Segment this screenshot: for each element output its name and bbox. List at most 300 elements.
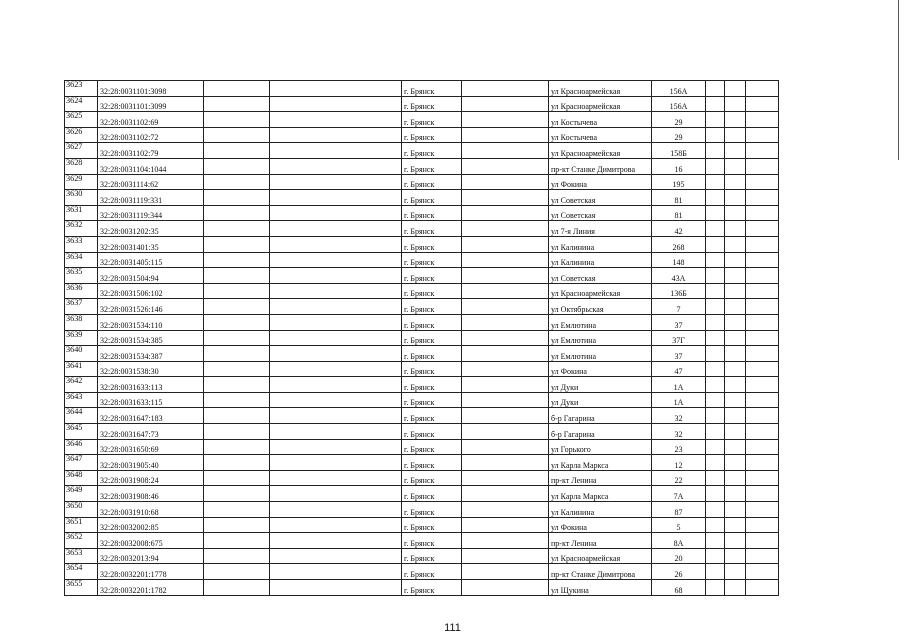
house-number: 156А: [652, 81, 706, 97]
empty-cell: [462, 330, 549, 346]
empty-cell: [706, 112, 725, 128]
cadastral-number: 32:28:0032201:1782: [98, 580, 204, 596]
table-row: [65, 158, 779, 174]
empty-cell: [746, 455, 779, 471]
empty-cell: [204, 143, 270, 159]
empty-cell: [725, 81, 746, 97]
empty-cell: [746, 533, 779, 549]
cadastral-number: 32:28:0032008:675: [98, 533, 204, 549]
street-cell: ул Фокина: [549, 517, 652, 533]
row-number: 3649: [65, 486, 98, 502]
table-row: [65, 392, 779, 408]
empty-cell: [204, 299, 270, 315]
cadastral-number: 32:28:0031647:73: [98, 424, 204, 440]
table-row: [65, 424, 779, 440]
empty-cell: [462, 127, 549, 143]
empty-cell: [204, 346, 270, 362]
city-cell: г. Брянск: [402, 408, 462, 424]
row-number: 3650: [65, 502, 98, 518]
empty-cell: [725, 486, 746, 502]
empty-cell: [270, 205, 402, 221]
empty-cell: [746, 299, 779, 315]
empty-cell: [204, 470, 270, 486]
empty-cell: [270, 502, 402, 518]
empty-cell: [462, 377, 549, 393]
row-number: 3627: [65, 143, 98, 159]
empty-cell: [725, 205, 746, 221]
house-number: 43А: [652, 268, 706, 284]
empty-cell: [706, 127, 725, 143]
empty-cell: [725, 533, 746, 549]
street-cell: ул Фокина: [549, 361, 652, 377]
city-cell: г. Брянск: [402, 81, 462, 97]
city-cell: г. Брянск: [402, 377, 462, 393]
city-cell: г. Брянск: [402, 205, 462, 221]
empty-cell: [725, 346, 746, 362]
empty-cell: [204, 112, 270, 128]
empty-cell: [462, 486, 549, 502]
empty-cell: [746, 143, 779, 159]
city-cell: г. Брянск: [402, 283, 462, 299]
street-cell: ул Емлютина: [549, 314, 652, 330]
row-number: 3631: [65, 205, 98, 221]
empty-cell: [204, 502, 270, 518]
empty-cell: [462, 455, 549, 471]
street-cell: ул Советская: [549, 268, 652, 284]
empty-cell: [462, 314, 549, 330]
empty-cell: [462, 81, 549, 97]
empty-cell: [462, 205, 549, 221]
empty-cell: [270, 96, 402, 112]
empty-cell: [746, 392, 779, 408]
empty-cell: [204, 361, 270, 377]
table-row: [65, 268, 779, 284]
house-number: 68: [652, 580, 706, 596]
scan-edge-mark: [898, 0, 905, 160]
empty-cell: [270, 299, 402, 315]
empty-cell: [725, 143, 746, 159]
empty-cell: [746, 174, 779, 190]
cadastral-number: 32:28:0032002:85: [98, 517, 204, 533]
empty-cell: [270, 143, 402, 159]
empty-cell: [270, 112, 402, 128]
city-cell: г. Брянск: [402, 112, 462, 128]
empty-cell: [270, 564, 402, 580]
city-cell: г. Брянск: [402, 548, 462, 564]
empty-cell: [204, 377, 270, 393]
empty-cell: [746, 158, 779, 174]
empty-cell: [204, 330, 270, 346]
street-cell: ул Дуки: [549, 377, 652, 393]
table-row: [65, 127, 779, 143]
street-cell: ул Красноармейская: [549, 548, 652, 564]
street-cell: ул Красноармейская: [549, 96, 652, 112]
house-number: 26: [652, 564, 706, 580]
empty-cell: [204, 190, 270, 206]
table-row: [65, 486, 779, 502]
empty-cell: [725, 424, 746, 440]
cadastral-number: 32:28:0031102:79: [98, 143, 204, 159]
empty-cell: [462, 174, 549, 190]
empty-cell: [746, 361, 779, 377]
street-cell: б-р Гагарина: [549, 408, 652, 424]
empty-cell: [725, 455, 746, 471]
cadastral-number: 32:28:0031506:102: [98, 283, 204, 299]
empty-cell: [725, 127, 746, 143]
empty-cell: [725, 268, 746, 284]
empty-cell: [270, 408, 402, 424]
table-row: [65, 174, 779, 190]
row-number: 3624: [65, 96, 98, 112]
city-cell: г. Брянск: [402, 96, 462, 112]
cadastral-number: 32:28:0031101:3098: [98, 81, 204, 97]
street-cell: ул Емлютина: [549, 330, 652, 346]
empty-cell: [746, 439, 779, 455]
table-row: [65, 548, 779, 564]
empty-cell: [204, 392, 270, 408]
empty-cell: [462, 283, 549, 299]
table-row: [65, 470, 779, 486]
cadastral-number: 32:28:0031102:69: [98, 112, 204, 128]
empty-cell: [462, 158, 549, 174]
empty-cell: [746, 127, 779, 143]
row-number: 3646: [65, 439, 98, 455]
empty-cell: [462, 190, 549, 206]
empty-cell: [725, 502, 746, 518]
empty-cell: [725, 580, 746, 596]
table-row: [65, 236, 779, 252]
city-cell: г. Брянск: [402, 143, 462, 159]
city-cell: г. Брянск: [402, 174, 462, 190]
row-number: 3654: [65, 564, 98, 580]
house-number: 1А: [652, 377, 706, 393]
empty-cell: [725, 252, 746, 268]
empty-cell: [204, 580, 270, 596]
street-cell: ул Советская: [549, 190, 652, 206]
row-number: 3633: [65, 236, 98, 252]
table-row: [65, 564, 779, 580]
row-number: 3641: [65, 361, 98, 377]
empty-cell: [746, 314, 779, 330]
house-number: 37Г: [652, 330, 706, 346]
empty-cell: [706, 564, 725, 580]
empty-cell: [204, 127, 270, 143]
table-row: [65, 314, 779, 330]
empty-cell: [270, 439, 402, 455]
empty-cell: [706, 314, 725, 330]
empty-cell: [204, 486, 270, 502]
row-number: 3623: [65, 81, 98, 97]
empty-cell: [706, 96, 725, 112]
empty-cell: [270, 127, 402, 143]
empty-cell: [204, 283, 270, 299]
house-number: 16: [652, 158, 706, 174]
house-number: 8А: [652, 533, 706, 549]
empty-cell: [746, 564, 779, 580]
cadastral-number: 32:28:0031534:110: [98, 314, 204, 330]
street-cell: ул Красноармейская: [549, 283, 652, 299]
cadastral-number: 32:28:0031910:68: [98, 502, 204, 518]
city-cell: г. Брянск: [402, 517, 462, 533]
cadastral-number: 32:28:0031202:35: [98, 221, 204, 237]
registry-table: [64, 80, 779, 596]
empty-cell: [746, 424, 779, 440]
empty-cell: [462, 564, 549, 580]
empty-cell: [746, 190, 779, 206]
empty-cell: [204, 439, 270, 455]
empty-cell: [270, 470, 402, 486]
empty-cell: [462, 470, 549, 486]
empty-cell: [706, 361, 725, 377]
empty-cell: [462, 361, 549, 377]
empty-cell: [725, 470, 746, 486]
street-cell: ул Калинина: [549, 502, 652, 518]
empty-cell: [746, 408, 779, 424]
empty-cell: [204, 221, 270, 237]
empty-cell: [725, 158, 746, 174]
empty-cell: [204, 205, 270, 221]
empty-cell: [706, 330, 725, 346]
empty-cell: [746, 81, 779, 97]
empty-cell: [204, 252, 270, 268]
row-number: 3630: [65, 190, 98, 206]
cadastral-number: 32:28:0031504:94: [98, 268, 204, 284]
house-number: 268: [652, 236, 706, 252]
empty-cell: [270, 580, 402, 596]
table-row: [65, 112, 779, 128]
empty-cell: [462, 502, 549, 518]
street-cell: ул Карла Маркса: [549, 486, 652, 502]
empty-cell: [746, 236, 779, 252]
house-number: 47: [652, 361, 706, 377]
empty-cell: [462, 221, 549, 237]
empty-cell: [462, 392, 549, 408]
empty-cell: [725, 174, 746, 190]
street-cell: ул Карла Маркса: [549, 455, 652, 471]
cadastral-number: 32:28:0031633:113: [98, 377, 204, 393]
empty-cell: [725, 548, 746, 564]
cadastral-number: 32:28:0032013:94: [98, 548, 204, 564]
empty-cell: [204, 455, 270, 471]
empty-cell: [462, 580, 549, 596]
empty-cell: [270, 158, 402, 174]
empty-cell: [462, 517, 549, 533]
table-row: [65, 346, 779, 362]
empty-cell: [746, 268, 779, 284]
house-number: 158Б: [652, 143, 706, 159]
cadastral-number: 32:28:0031538:30: [98, 361, 204, 377]
empty-cell: [706, 548, 725, 564]
table-row: [65, 143, 779, 159]
table-row: [65, 283, 779, 299]
street-cell: ул 7-я Линия: [549, 221, 652, 237]
empty-cell: [746, 517, 779, 533]
street-cell: ул Фокина: [549, 174, 652, 190]
empty-cell: [706, 236, 725, 252]
empty-cell: [706, 533, 725, 549]
row-number: 3645: [65, 424, 98, 440]
empty-cell: [270, 548, 402, 564]
street-cell: пр-кт Ленина: [549, 470, 652, 486]
cadastral-number: 32:28:0031526:146: [98, 299, 204, 315]
empty-cell: [204, 174, 270, 190]
empty-cell: [270, 330, 402, 346]
empty-cell: [706, 268, 725, 284]
street-cell: б-р Гагарина: [549, 424, 652, 440]
street-cell: ул Красноармейская: [549, 143, 652, 159]
empty-cell: [270, 346, 402, 362]
row-number: 3632: [65, 221, 98, 237]
row-number: 3653: [65, 548, 98, 564]
empty-cell: [462, 299, 549, 315]
empty-cell: [270, 361, 402, 377]
empty-cell: [706, 205, 725, 221]
city-cell: г. Брянск: [402, 236, 462, 252]
empty-cell: [462, 252, 549, 268]
empty-cell: [204, 533, 270, 549]
house-number: 148: [652, 252, 706, 268]
cadastral-number: 32:28:0031119:331: [98, 190, 204, 206]
city-cell: г. Брянск: [402, 252, 462, 268]
empty-cell: [706, 455, 725, 471]
row-number: 3634: [65, 252, 98, 268]
house-number: 22: [652, 470, 706, 486]
empty-cell: [462, 424, 549, 440]
empty-cell: [462, 236, 549, 252]
row-number: 3643: [65, 392, 98, 408]
row-number: 3648: [65, 470, 98, 486]
empty-cell: [204, 96, 270, 112]
empty-cell: [706, 143, 725, 159]
cadastral-number: 32:28:0031633:115: [98, 392, 204, 408]
empty-cell: [706, 377, 725, 393]
street-cell: ул Емлютина: [549, 346, 652, 362]
row-number: 3636: [65, 283, 98, 299]
empty-cell: [725, 439, 746, 455]
empty-cell: [270, 486, 402, 502]
city-cell: г. Брянск: [402, 221, 462, 237]
city-cell: г. Брянск: [402, 314, 462, 330]
row-number: 3638: [65, 314, 98, 330]
empty-cell: [270, 392, 402, 408]
row-number: 3626: [65, 127, 98, 143]
cadastral-number: 32:28:0031908:46: [98, 486, 204, 502]
row-number: 3651: [65, 517, 98, 533]
house-number: 81: [652, 190, 706, 206]
cadastral-number: 32:28:0031104:1044: [98, 158, 204, 174]
house-number: 12: [652, 455, 706, 471]
empty-cell: [706, 299, 725, 315]
registry-body: [65, 81, 779, 596]
empty-cell: [706, 190, 725, 206]
house-number: 42: [652, 221, 706, 237]
empty-cell: [270, 236, 402, 252]
table-row: [65, 377, 779, 393]
city-cell: г. Брянск: [402, 564, 462, 580]
street-cell: ул Дуки: [549, 392, 652, 408]
empty-cell: [746, 377, 779, 393]
cadastral-number: 32:28:0031101:3099: [98, 96, 204, 112]
empty-cell: [204, 81, 270, 97]
cadastral-number: 32:28:0031905:40: [98, 455, 204, 471]
empty-cell: [746, 580, 779, 596]
row-number: 3642: [65, 377, 98, 393]
row-number: 3652: [65, 533, 98, 549]
empty-cell: [270, 377, 402, 393]
empty-cell: [270, 268, 402, 284]
empty-cell: [706, 470, 725, 486]
empty-cell: [725, 283, 746, 299]
city-cell: г. Брянск: [402, 268, 462, 284]
empty-cell: [706, 158, 725, 174]
table-row: [65, 502, 779, 518]
city-cell: г. Брянск: [402, 486, 462, 502]
house-number: 37: [652, 314, 706, 330]
row-number: 3655: [65, 580, 98, 596]
empty-cell: [746, 548, 779, 564]
city-cell: г. Брянск: [402, 127, 462, 143]
page-number: 111: [444, 622, 461, 634]
empty-cell: [746, 252, 779, 268]
empty-cell: [706, 502, 725, 518]
cadastral-number: 32:28:0031401:35: [98, 236, 204, 252]
city-cell: г. Брянск: [402, 361, 462, 377]
cadastral-number: 32:28:0032201:1778: [98, 564, 204, 580]
table-row: [65, 81, 779, 97]
empty-cell: [746, 330, 779, 346]
cadastral-number: 32:28:0031114:62: [98, 174, 204, 190]
house-number: 81: [652, 205, 706, 221]
empty-cell: [204, 408, 270, 424]
empty-cell: [204, 548, 270, 564]
row-number: 3625: [65, 112, 98, 128]
cadastral-number: 32:28:0031534:385: [98, 330, 204, 346]
table-row: [65, 455, 779, 471]
empty-cell: [746, 502, 779, 518]
city-cell: г. Брянск: [402, 346, 462, 362]
street-cell: пр-кт Ленина: [549, 533, 652, 549]
street-cell: ул Советская: [549, 205, 652, 221]
table-row: [65, 533, 779, 549]
city-cell: г. Брянск: [402, 424, 462, 440]
row-number: 3637: [65, 299, 98, 315]
street-cell: пр-кт Станке Димитрова: [549, 564, 652, 580]
house-number: 37: [652, 346, 706, 362]
table-row: [65, 408, 779, 424]
empty-cell: [706, 517, 725, 533]
empty-cell: [725, 236, 746, 252]
empty-cell: [706, 174, 725, 190]
house-number: 87: [652, 502, 706, 518]
cadastral-number: 32:28:0031650:69: [98, 439, 204, 455]
city-cell: г. Брянск: [402, 299, 462, 315]
empty-cell: [204, 268, 270, 284]
empty-cell: [725, 96, 746, 112]
empty-cell: [270, 81, 402, 97]
city-cell: г. Брянск: [402, 455, 462, 471]
empty-cell: [204, 158, 270, 174]
empty-cell: [462, 533, 549, 549]
empty-cell: [746, 486, 779, 502]
empty-cell: [270, 252, 402, 268]
cadastral-number: 32:28:0031102:72: [98, 127, 204, 143]
empty-cell: [706, 408, 725, 424]
empty-cell: [270, 314, 402, 330]
row-number: 3640: [65, 346, 98, 362]
house-number: 156А: [652, 96, 706, 112]
empty-cell: [725, 408, 746, 424]
house-number: 29: [652, 127, 706, 143]
